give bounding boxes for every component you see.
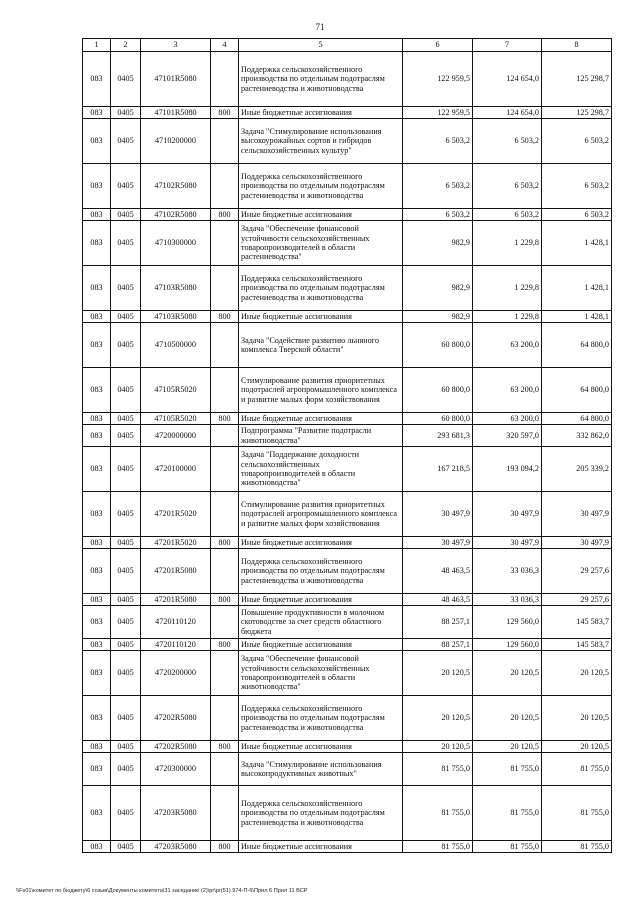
admin-code-cell: 083 (83, 164, 111, 209)
amount-cell: 125 298,7 (542, 52, 612, 107)
target-article-cell: 4720110120 (141, 606, 211, 639)
target-article-cell: 4720300000 (141, 753, 211, 786)
amount-cell: 81 755,0 (403, 753, 473, 786)
description-cell: Поддержка сельскохозяйственного производства по отдельным подотраслям растениеводства и животноводства (239, 52, 403, 107)
amount-cell: 81 755,0 (473, 841, 542, 853)
page-number: 71 (315, 22, 325, 32)
table-row (83, 119, 612, 164)
admin-code-cell: 083 (83, 492, 111, 537)
column-header: 5 (239, 39, 403, 52)
description-cell: Иные бюджетные ассигнования (239, 639, 403, 651)
section-code-cell: 0405 (111, 639, 141, 651)
amount-cell: 6 503,2 (473, 164, 542, 209)
target-article-cell: 4710300000 (141, 221, 211, 266)
target-article-cell: 47202R5080 (141, 741, 211, 753)
table-row (83, 606, 612, 639)
description-cell: Иные бюджетные ассигнования (239, 311, 403, 323)
table-row (83, 492, 612, 537)
section-code-cell: 0405 (111, 741, 141, 753)
amount-cell: 6 503,2 (473, 119, 542, 164)
amount-cell: 145 583,7 (542, 639, 612, 651)
admin-code-cell: 083 (83, 786, 111, 841)
amount-cell: 6 503,2 (403, 209, 473, 221)
expense-type-cell (211, 52, 239, 107)
description-cell: Подпрограмма "Развитие подотрасли животноводства" (239, 425, 403, 447)
admin-code-cell: 083 (83, 606, 111, 639)
target-article-cell: 47201R5020 (141, 537, 211, 549)
amount-cell: 982,9 (403, 266, 473, 311)
amount-cell: 33 036,3 (473, 594, 542, 606)
expense-type-cell (211, 447, 239, 492)
amount-cell: 60 800,0 (403, 413, 473, 425)
column-header: 2 (111, 39, 141, 52)
description-cell: Иные бюджетные ассигнования (239, 413, 403, 425)
column-header: 4 (211, 39, 239, 52)
table-row (83, 537, 612, 549)
budget-table (82, 38, 612, 853)
expense-type-cell: 800 (211, 209, 239, 221)
amount-cell: 1 428,1 (542, 266, 612, 311)
section-code-cell: 0405 (111, 221, 141, 266)
table-row (83, 447, 612, 492)
amount-cell: 6 503,2 (473, 209, 542, 221)
amount-cell: 88 257,1 (403, 639, 473, 651)
target-article-cell: 47103R5080 (141, 266, 211, 311)
description-cell: Иные бюджетные ассигнования (239, 594, 403, 606)
amount-cell: 63 200,0 (473, 368, 542, 413)
amount-cell: 125 298,7 (542, 107, 612, 119)
amount-cell: 129 560,0 (473, 606, 542, 639)
section-code-cell: 0405 (111, 841, 141, 853)
admin-code-cell: 083 (83, 537, 111, 549)
description-cell: Задача "Обеспечение финансовой устойчивости сельскохозяйственных товаропроизводителей в области животноводства" (239, 651, 403, 696)
file-path-footer: \\Fs01\комитет по бюджету\6 созыв\Документы комитета\31 заседание (2)\pr\pr(51) 974-П-6\Прил 6 Прил 11 ВСР (16, 888, 308, 894)
amount-cell: 20 120,5 (403, 741, 473, 753)
section-code-cell: 0405 (111, 549, 141, 594)
description-cell: Поддержка сельскохозяйственного производства по отдельным подотраслям растениеводства и животноводства (239, 164, 403, 209)
amount-cell: 124 654,0 (473, 107, 542, 119)
section-code-cell: 0405 (111, 52, 141, 107)
expense-type-cell (211, 651, 239, 696)
section-code-cell: 0405 (111, 492, 141, 537)
amount-cell: 293 681,3 (403, 425, 473, 447)
table-row (83, 413, 612, 425)
target-article-cell: 47201R5080 (141, 594, 211, 606)
table-row (83, 696, 612, 741)
amount-cell: 20 120,5 (542, 651, 612, 696)
expense-type-cell: 800 (211, 639, 239, 651)
amount-cell: 30 497,9 (473, 537, 542, 549)
target-article-cell: 47105R5020 (141, 368, 211, 413)
amount-cell: 29 257,6 (542, 549, 612, 594)
admin-code-cell: 083 (83, 209, 111, 221)
admin-code-cell: 083 (83, 311, 111, 323)
target-article-cell: 47105R5020 (141, 413, 211, 425)
table-row (83, 549, 612, 594)
amount-cell: 122 959,5 (403, 107, 473, 119)
section-code-cell: 0405 (111, 266, 141, 311)
table-header-row (83, 39, 612, 52)
table-row (83, 753, 612, 786)
section-code-cell: 0405 (111, 696, 141, 741)
target-article-cell: 4710200000 (141, 119, 211, 164)
amount-cell: 1 428,1 (542, 221, 612, 266)
section-code-cell: 0405 (111, 537, 141, 549)
amount-cell: 332 862,0 (542, 425, 612, 447)
expense-type-cell (211, 221, 239, 266)
admin-code-cell: 083 (83, 107, 111, 119)
amount-cell: 30 497,9 (473, 492, 542, 537)
target-article-cell: 47102R5080 (141, 209, 211, 221)
target-article-cell: 4720110120 (141, 639, 211, 651)
amount-cell: 81 755,0 (473, 786, 542, 841)
expense-type-cell (211, 786, 239, 841)
admin-code-cell: 083 (83, 266, 111, 311)
amount-cell: 982,9 (403, 311, 473, 323)
amount-cell: 64 800,0 (542, 413, 612, 425)
column-header: 6 (403, 39, 473, 52)
amount-cell: 20 120,5 (403, 651, 473, 696)
admin-code-cell: 083 (83, 119, 111, 164)
section-code-cell: 0405 (111, 368, 141, 413)
target-article-cell: 4710500000 (141, 323, 211, 368)
column-header: 8 (542, 39, 612, 52)
section-code-cell: 0405 (111, 209, 141, 221)
amount-cell: 81 755,0 (403, 786, 473, 841)
section-code-cell: 0405 (111, 107, 141, 119)
section-code-cell: 0405 (111, 413, 141, 425)
amount-cell: 60 800,0 (403, 368, 473, 413)
table-row (83, 311, 612, 323)
amount-cell: 124 654,0 (473, 52, 542, 107)
section-code-cell: 0405 (111, 606, 141, 639)
target-article-cell: 47201R5020 (141, 492, 211, 537)
section-code-cell: 0405 (111, 323, 141, 368)
description-cell: Задача "Стимулирование использования высокопродуктивных животных" (239, 753, 403, 786)
table-row (83, 209, 612, 221)
target-article-cell: 47202R5080 (141, 696, 211, 741)
amount-cell: 81 755,0 (542, 841, 612, 853)
amount-cell: 6 503,2 (542, 209, 612, 221)
amount-cell: 29 257,6 (542, 594, 612, 606)
section-code-cell: 0405 (111, 425, 141, 447)
target-article-cell: 47101R5080 (141, 107, 211, 119)
admin-code-cell: 083 (83, 413, 111, 425)
expense-type-cell: 800 (211, 311, 239, 323)
admin-code-cell: 083 (83, 753, 111, 786)
section-code-cell: 0405 (111, 651, 141, 696)
admin-code-cell: 083 (83, 368, 111, 413)
description-cell: Поддержка сельскохозяйственного производства по отдельным подотраслям растениеводства и животноводства (239, 549, 403, 594)
description-cell: Иные бюджетные ассигнования (239, 209, 403, 221)
description-cell: Иные бюджетные ассигнования (239, 741, 403, 753)
amount-cell: 6 503,2 (542, 164, 612, 209)
table-row (83, 841, 612, 853)
amount-cell: 129 560,0 (473, 639, 542, 651)
section-code-cell: 0405 (111, 119, 141, 164)
amount-cell: 81 755,0 (542, 786, 612, 841)
table-row (83, 425, 612, 447)
expense-type-cell (211, 164, 239, 209)
target-article-cell: 4720000000 (141, 425, 211, 447)
target-article-cell: 47103R5080 (141, 311, 211, 323)
table-row (83, 639, 612, 651)
amount-cell: 30 497,9 (542, 492, 612, 537)
expense-type-cell (211, 753, 239, 786)
table-row (83, 266, 612, 311)
amount-cell: 1 229,8 (473, 221, 542, 266)
amount-cell: 81 755,0 (542, 753, 612, 786)
amount-cell: 64 800,0 (542, 323, 612, 368)
amount-cell: 30 497,9 (403, 492, 473, 537)
description-cell: Задача "Обеспечение финансовой устойчивости сельскохозяйственных товаропроизводителей в области растениеводства" (239, 221, 403, 266)
expense-type-cell: 800 (211, 594, 239, 606)
admin-code-cell: 083 (83, 741, 111, 753)
expense-type-cell (211, 425, 239, 447)
amount-cell: 81 755,0 (403, 841, 473, 853)
column-header: 7 (473, 39, 542, 52)
description-cell: Поддержка сельскохозяйственного производства по отдельным подотраслям растениеводства и животноводства (239, 266, 403, 311)
section-code-cell: 0405 (111, 164, 141, 209)
admin-code-cell: 083 (83, 841, 111, 853)
table-row (83, 221, 612, 266)
amount-cell: 88 257,1 (403, 606, 473, 639)
amount-cell: 20 120,5 (542, 696, 612, 741)
amount-cell: 30 497,9 (542, 537, 612, 549)
amount-cell: 30 497,9 (403, 537, 473, 549)
description-cell: Поддержка сельскохозяйственного производства по отдельным подотраслям растениеводства и животноводства (239, 786, 403, 841)
target-article-cell: 4720100000 (141, 447, 211, 492)
table-row (83, 368, 612, 413)
amount-cell: 205 339,2 (542, 447, 612, 492)
description-cell: Задача "Поддержание доходности сельскохозяйственных товаропроизводителей в области животноводства" (239, 447, 403, 492)
amount-cell: 6 503,2 (403, 119, 473, 164)
admin-code-cell: 083 (83, 696, 111, 741)
section-code-cell: 0405 (111, 311, 141, 323)
admin-code-cell: 083 (83, 221, 111, 266)
description-cell: Задача "Содействие развитию льняного комплекса Тверской области" (239, 323, 403, 368)
admin-code-cell: 083 (83, 639, 111, 651)
target-article-cell: 47201R5080 (141, 549, 211, 594)
table-row (83, 741, 612, 753)
expense-type-cell (211, 492, 239, 537)
table-row (83, 786, 612, 841)
description-cell: Повышение продуктивности в молочном скотоводстве за счет средств областного бюджета (239, 606, 403, 639)
section-code-cell: 0405 (111, 786, 141, 841)
expense-type-cell (211, 323, 239, 368)
amount-cell: 33 036,3 (473, 549, 542, 594)
expense-type-cell (211, 368, 239, 413)
amount-cell: 48 463,5 (403, 594, 473, 606)
table-row (83, 164, 612, 209)
amount-cell: 1 229,8 (473, 266, 542, 311)
admin-code-cell: 083 (83, 323, 111, 368)
table-row (83, 323, 612, 368)
amount-cell: 6 503,2 (542, 119, 612, 164)
amount-cell: 122 959,5 (403, 52, 473, 107)
admin-code-cell: 083 (83, 52, 111, 107)
column-header: 3 (141, 39, 211, 52)
admin-code-cell: 083 (83, 447, 111, 492)
amount-cell: 48 463,5 (403, 549, 473, 594)
description-cell: Иные бюджетные ассигнования (239, 841, 403, 853)
section-code-cell: 0405 (111, 753, 141, 786)
table-row (83, 107, 612, 119)
target-article-cell: 4720200000 (141, 651, 211, 696)
target-article-cell: 47101R5080 (141, 52, 211, 107)
column-header: 1 (83, 39, 111, 52)
amount-cell: 6 503,2 (403, 164, 473, 209)
target-article-cell: 47203R5080 (141, 786, 211, 841)
amount-cell: 1 229,8 (473, 311, 542, 323)
amount-cell: 982,9 (403, 221, 473, 266)
target-article-cell: 47102R5080 (141, 164, 211, 209)
table-row (83, 52, 612, 107)
amount-cell: 20 120,5 (542, 741, 612, 753)
table-row (83, 594, 612, 606)
description-cell: Стимулирование развития приоритетных подотраслей агропромышленного комплекса и развитие малых форм хозяйствования (239, 492, 403, 537)
target-article-cell: 47203R5080 (141, 841, 211, 853)
amount-cell: 20 120,5 (473, 651, 542, 696)
section-code-cell: 0405 (111, 594, 141, 606)
expense-type-cell: 800 (211, 741, 239, 753)
expense-type-cell: 800 (211, 107, 239, 119)
amount-cell: 145 583,7 (542, 606, 612, 639)
expense-type-cell: 800 (211, 537, 239, 549)
amount-cell: 320 597,0 (473, 425, 542, 447)
admin-code-cell: 083 (83, 651, 111, 696)
expense-type-cell: 800 (211, 413, 239, 425)
amount-cell: 64 800,0 (542, 368, 612, 413)
expense-type-cell (211, 549, 239, 594)
admin-code-cell: 083 (83, 594, 111, 606)
admin-code-cell: 083 (83, 425, 111, 447)
description-cell: Иные бюджетные ассигнования (239, 107, 403, 119)
section-code-cell: 0405 (111, 447, 141, 492)
amount-cell: 167 218,5 (403, 447, 473, 492)
expense-type-cell (211, 696, 239, 741)
amount-cell: 20 120,5 (473, 696, 542, 741)
amount-cell: 20 120,5 (403, 696, 473, 741)
description-cell: Поддержка сельскохозяйственного производства по отдельным подотраслям растениеводства и животноводства (239, 696, 403, 741)
amount-cell: 60 800,0 (403, 323, 473, 368)
amount-cell: 1 428,1 (542, 311, 612, 323)
amount-cell: 81 755,0 (473, 753, 542, 786)
amount-cell: 193 094,2 (473, 447, 542, 492)
description-cell: Иные бюджетные ассигнования (239, 537, 403, 549)
amount-cell: 20 120,5 (473, 741, 542, 753)
description-cell: Стимулирование развития приоритетных подотраслей агропромышленного комплекса и развитие малых форм хозяйствования (239, 368, 403, 413)
expense-type-cell: 800 (211, 841, 239, 853)
table-row (83, 651, 612, 696)
description-cell: Задача "Стимулирование использования высокоурожайных сортов и гибридов сельскохозяйственных культур" (239, 119, 403, 164)
amount-cell: 63 200,0 (473, 323, 542, 368)
expense-type-cell (211, 119, 239, 164)
amount-cell: 63 200,0 (473, 413, 542, 425)
admin-code-cell: 083 (83, 549, 111, 594)
expense-type-cell (211, 266, 239, 311)
expense-type-cell (211, 606, 239, 639)
